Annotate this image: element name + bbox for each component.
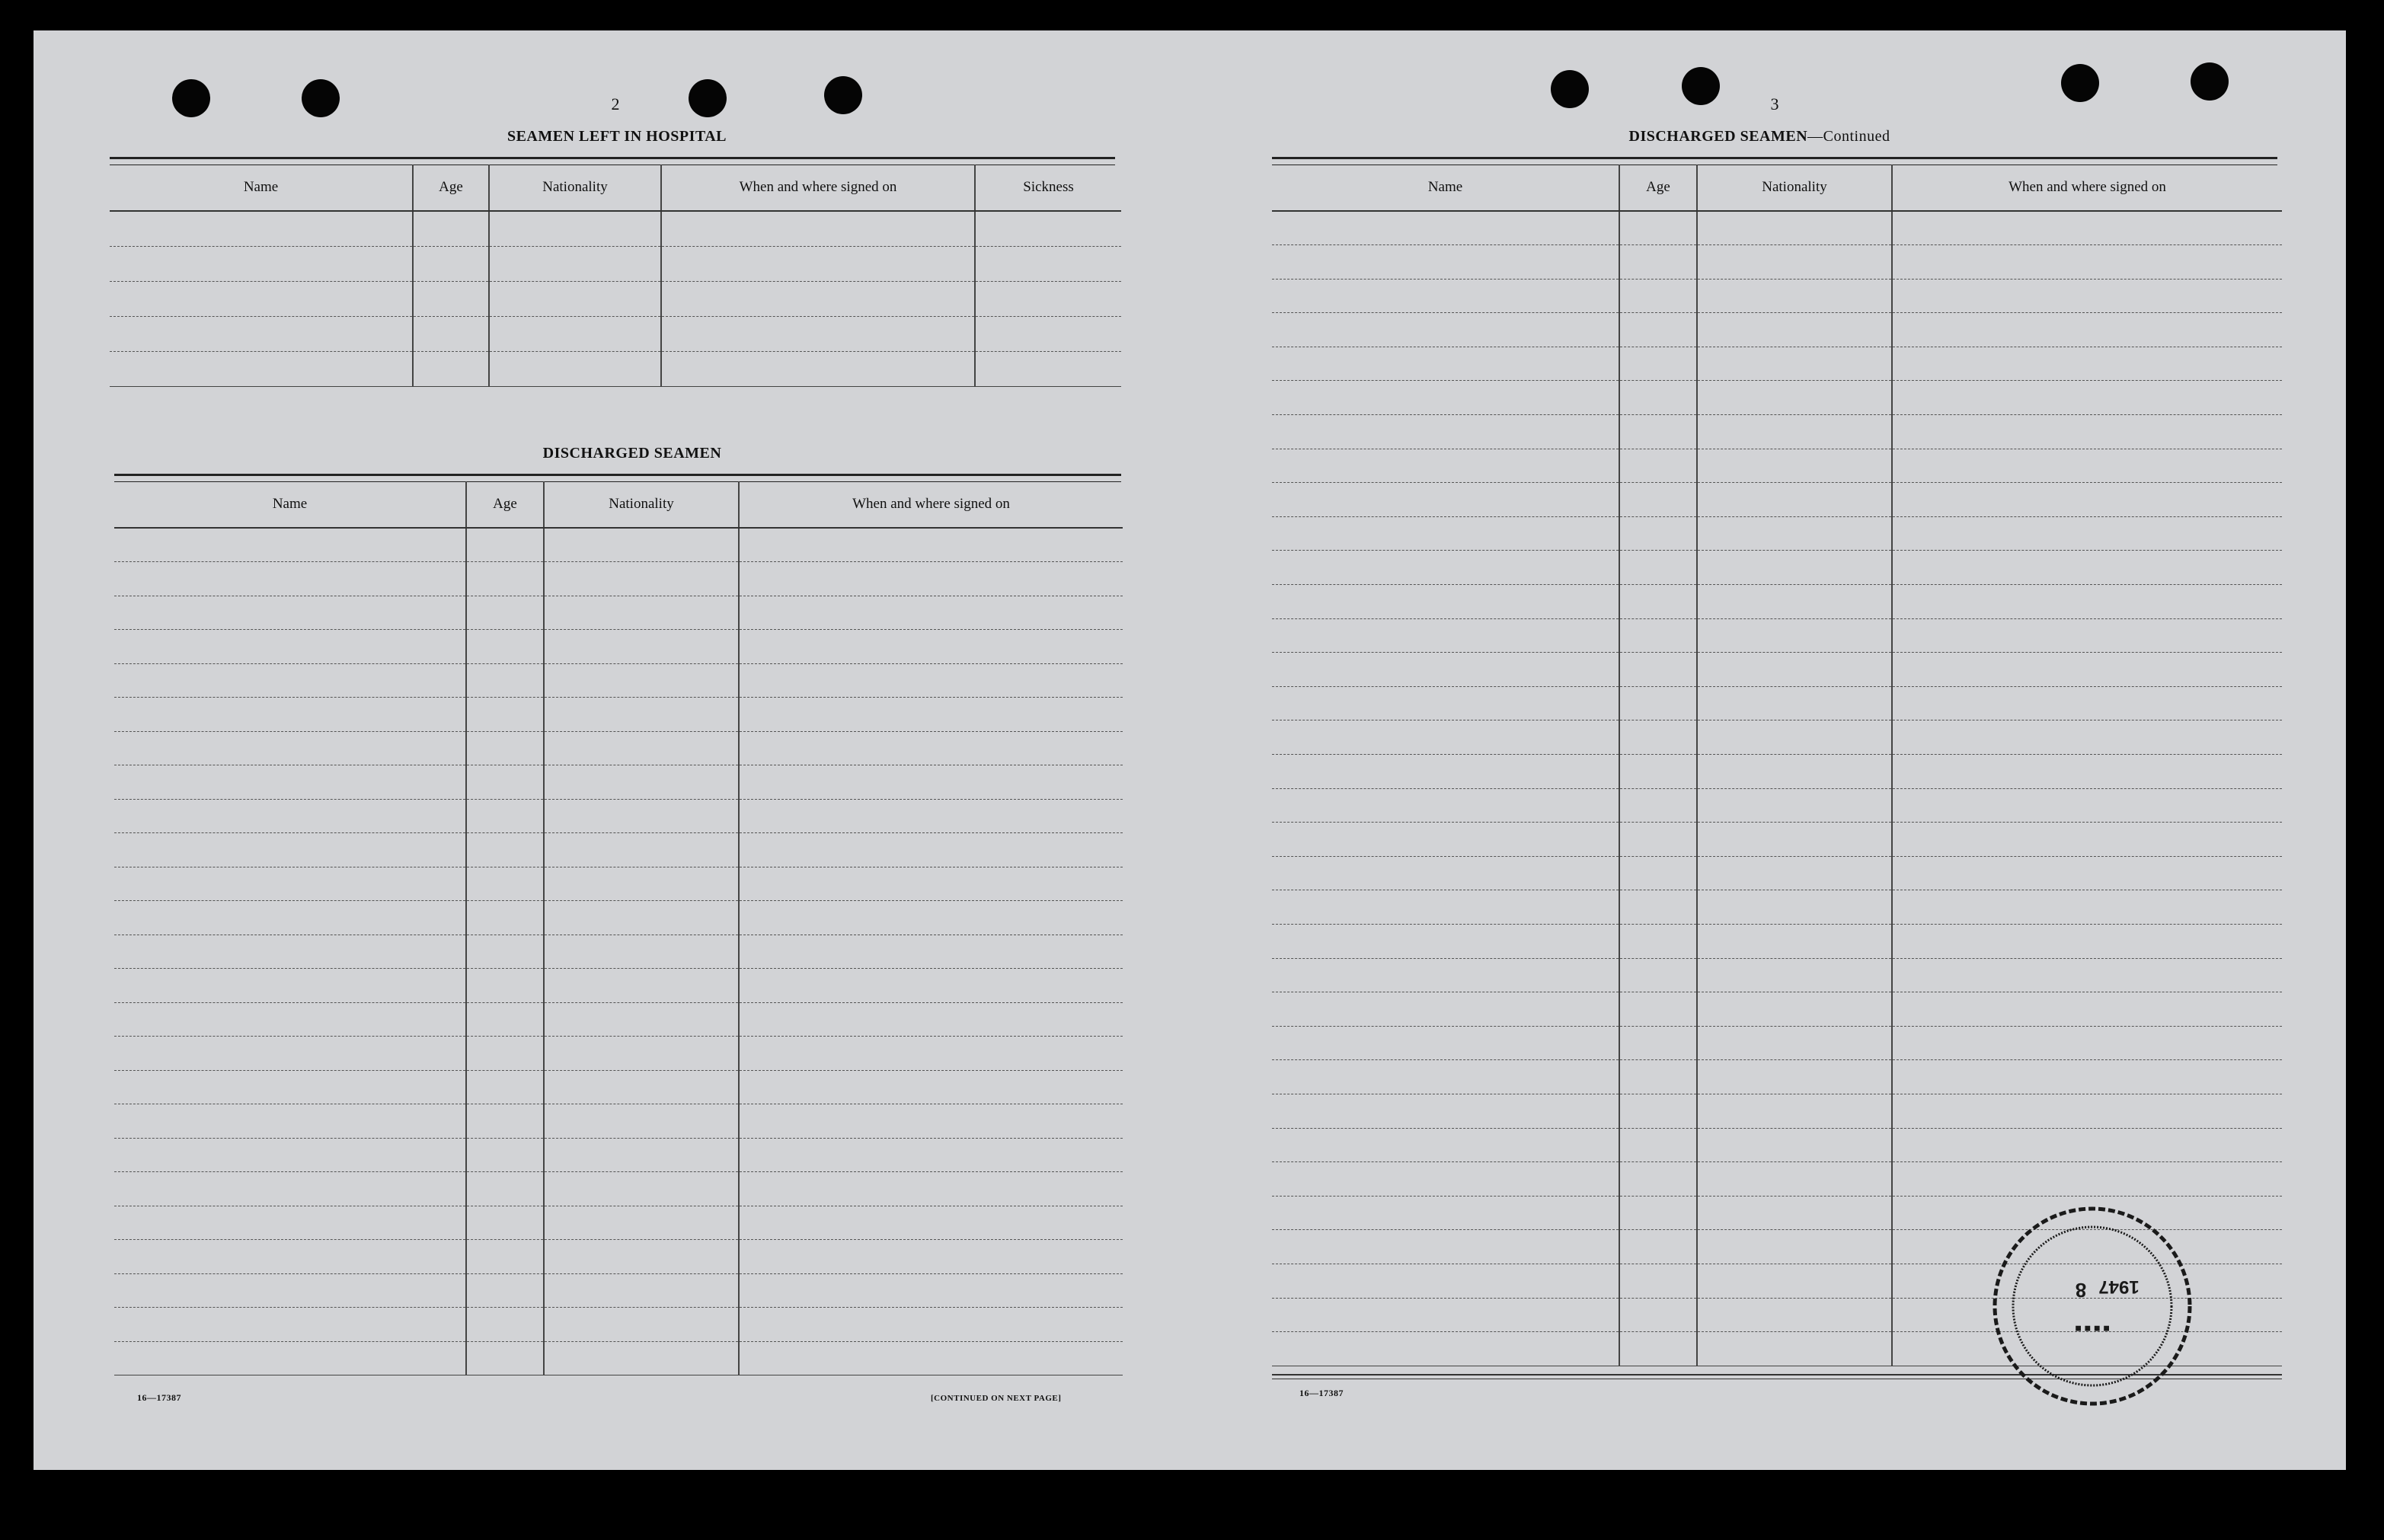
punch-hole (1682, 67, 1720, 105)
table-row (1272, 449, 2282, 483)
table-row (1272, 1162, 2282, 1197)
table-row (1272, 720, 2282, 755)
col-header-nationality: Nationality (1697, 165, 1892, 211)
table-row (114, 969, 1123, 1003)
discharged-table-right (1272, 165, 2282, 1366)
table-row (1272, 585, 2282, 619)
table-row (114, 1273, 1123, 1308)
table-row (114, 1172, 1123, 1206)
table-row (114, 596, 1123, 630)
hospital-section-title: SEAMEN LEFT IN HOSPITAL (507, 128, 727, 145)
table-row (1272, 279, 2282, 313)
title-continued: —Continued (1807, 128, 1890, 145)
table-row (110, 211, 1121, 246)
continued-note: [CONTINUED ON NEXT PAGE] (931, 1394, 1062, 1403)
col-header-nationality: Nationality (544, 481, 739, 528)
table-row (1272, 618, 2282, 653)
table-row (114, 528, 1123, 562)
stamp-year: 1947 (2098, 1276, 2140, 1297)
punch-hole (689, 79, 727, 117)
table-row (1272, 313, 2282, 347)
table-row (1272, 958, 2282, 992)
table-row (114, 765, 1123, 800)
table-row (1272, 245, 2282, 280)
table-row (114, 1037, 1123, 1071)
col-header-name: Name (1272, 165, 1619, 211)
table-row (1272, 211, 2282, 245)
table-row (110, 281, 1121, 316)
table-row (1272, 856, 2282, 890)
table-row (114, 630, 1123, 664)
table-row (1272, 992, 2282, 1027)
table-row (114, 833, 1123, 867)
table-row (114, 867, 1123, 901)
discharged-section-title: DISCHARGED SEAMEN (542, 445, 722, 462)
form-number-right: 16—17387 (1299, 1388, 1344, 1398)
table-row (1272, 653, 2282, 687)
form-number-left: 16—17387 (137, 1392, 181, 1403)
table-row (110, 351, 1121, 386)
table-row (114, 799, 1123, 833)
punch-hole (2061, 64, 2099, 102)
page-number-left: 2 (611, 94, 620, 113)
table-row (114, 1002, 1123, 1037)
punch-hole (2191, 62, 2229, 101)
table-row (1272, 1094, 2282, 1128)
table-row (114, 698, 1123, 732)
table-row (114, 1308, 1123, 1342)
table-row (114, 1070, 1123, 1104)
table-row (1272, 788, 2282, 823)
table-row (114, 1206, 1123, 1240)
table-row (114, 935, 1123, 969)
table-row (1272, 347, 2282, 381)
table-row (1272, 755, 2282, 789)
table-row (1272, 551, 2282, 585)
punch-hole (824, 76, 862, 114)
title-main: DISCHARGED SEAMEN (1628, 128, 1808, 145)
col-header-signed-on: When and where signed on (739, 481, 1123, 528)
page-number-right: 3 (1770, 94, 1779, 113)
col-header-age: Age (466, 481, 544, 528)
table-row (1272, 516, 2282, 551)
table-row (114, 1104, 1123, 1139)
table-row (1272, 1026, 2282, 1060)
table-row (1272, 823, 2282, 857)
punch-hole (172, 79, 210, 117)
punch-hole (302, 79, 340, 117)
col-header-name: Name (114, 481, 466, 528)
table-row (110, 316, 1121, 351)
table-row (1272, 1060, 2282, 1094)
table-row (114, 731, 1123, 765)
col-header-age: Age (1619, 165, 1697, 211)
col-header-signed-on: When and where signed on (1892, 165, 2282, 211)
table-row (114, 901, 1123, 935)
discharged-table-left (114, 481, 1123, 1375)
col-header-nationality: Nationality (489, 165, 661, 211)
table-row (1272, 890, 2282, 925)
table-row (1272, 381, 2282, 415)
punch-hole (1551, 70, 1589, 108)
discharged-continued-title (1493, 128, 2026, 145)
table-row (114, 1240, 1123, 1274)
table-row (114, 1138, 1123, 1172)
table-row (110, 246, 1121, 281)
table-row (1272, 1128, 2282, 1162)
stamp-day: 8 (2075, 1279, 2087, 1302)
col-header-sickness: Sickness (975, 165, 1121, 211)
table-row (1272, 686, 2282, 720)
table-row (114, 562, 1123, 596)
col-header-name: Name (110, 165, 413, 211)
col-header-signed-on: When and where signed on (661, 165, 975, 211)
table-row (114, 1341, 1123, 1375)
table-row (1272, 483, 2282, 517)
hospital-table (110, 165, 1121, 387)
svg-text:■ ■ ■ ■: ■ ■ ■ ■ (2075, 1323, 2110, 1335)
rubber-stamp (1982, 1196, 2203, 1417)
table-row (1272, 415, 2282, 449)
table-row (114, 663, 1123, 698)
col-header-age: Age (413, 165, 489, 211)
table-row (1272, 924, 2282, 958)
